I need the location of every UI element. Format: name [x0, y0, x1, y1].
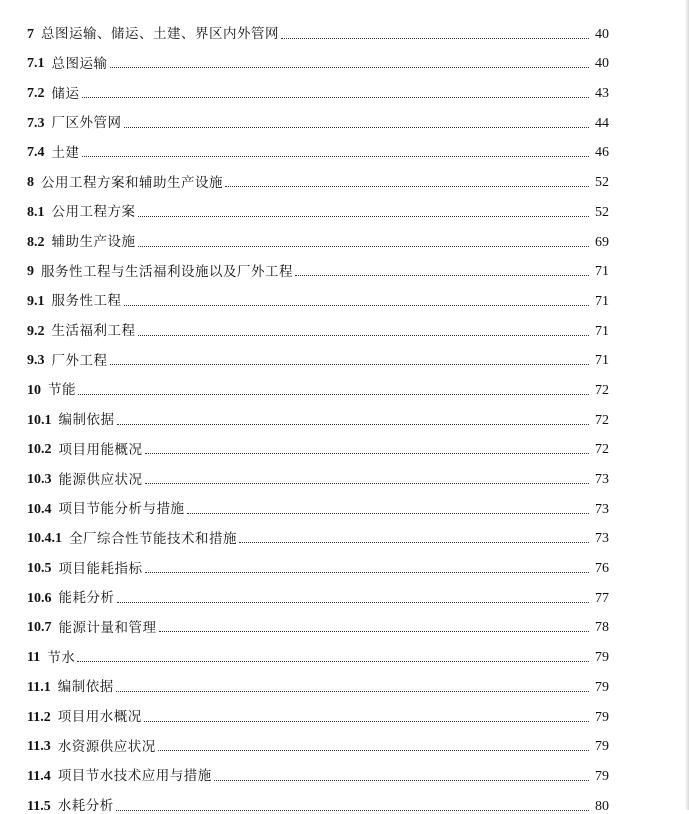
toc-entry-number: 8: [27, 175, 34, 191]
toc-entry-title: 水资源供应状况: [57, 738, 156, 755]
dot-leader: [110, 67, 590, 68]
toc-entry-number: 11.1: [27, 679, 51, 695]
toc-entry[interactable]: [27, 309, 609, 339]
toc-entry-title: 项目能耗指标: [58, 560, 143, 577]
toc-entry-page-number: 77: [595, 590, 609, 606]
toc-entry-title: 节水: [47, 649, 76, 666]
toc-entry[interactable]: [27, 517, 609, 547]
dot-leader: [187, 513, 590, 514]
toc-entry-title: 项目节水技术应用与措施: [57, 768, 212, 785]
table-of-contents: [27, 12, 609, 814]
toc-entry-page-number: 71: [595, 293, 609, 309]
dot-leader: [158, 750, 589, 751]
dot-leader: [239, 542, 589, 543]
toc-entry-page-number: 44: [595, 115, 609, 131]
toc-entry-title: 服务性工程与生活福利设施以及厂外工程: [41, 263, 293, 280]
dot-leader: [295, 275, 589, 276]
dot-leader: [110, 364, 590, 365]
toc-entry-title: 项目节能分析与措施: [58, 501, 185, 518]
toc-entry-number: 7.4: [27, 145, 45, 161]
toc-entry-page-number: 43: [595, 86, 609, 102]
toc-entry-title: 水耗分析: [57, 798, 114, 814]
toc-entry[interactable]: [27, 635, 609, 665]
toc-entry-page-number: 80: [595, 798, 609, 814]
dot-leader: [281, 38, 589, 39]
dot-leader: [82, 156, 590, 157]
dot-leader: [77, 661, 589, 662]
toc-entry-number: 10.5: [27, 561, 52, 577]
toc-entry-number: 10.6: [27, 590, 52, 606]
toc-entry-number: 7.1: [27, 56, 45, 72]
toc-entry-number: 10: [27, 382, 41, 398]
toc-entry-title: 公用工程方案: [51, 204, 136, 221]
toc-entry-title: 厂区外管网: [51, 115, 122, 132]
toc-entry-number: 7.2: [27, 86, 45, 102]
toc-entry[interactable]: [27, 101, 609, 131]
toc-entry[interactable]: [27, 220, 609, 250]
dot-leader: [144, 721, 589, 722]
toc-entry[interactable]: [27, 398, 609, 428]
toc-entry-number: 9.1: [27, 293, 45, 309]
toc-entry-title: 厂外工程: [51, 352, 108, 369]
toc-entry-title: 辅助生产设施: [51, 234, 136, 250]
dot-leader: [82, 97, 590, 98]
toc-entry-number: 7.3: [27, 115, 45, 131]
dot-leader: [138, 335, 590, 336]
toc-entry-title: 编制依据: [58, 412, 115, 429]
dot-leader: [124, 305, 590, 306]
toc-entry-page-number: 40: [595, 56, 609, 72]
toc-entry-number: 11.4: [27, 768, 51, 784]
toc-entry-page-number: 71: [595, 264, 609, 280]
toc-entry-number: 10.4: [27, 501, 52, 517]
dot-leader: [145, 483, 590, 484]
toc-entry[interactable]: [27, 160, 609, 190]
dot-leader: [159, 631, 590, 632]
toc-entry-number: 9: [27, 264, 34, 280]
toc-entry-page-number: 52: [595, 175, 609, 191]
toc-entry-number: 8.2: [27, 234, 45, 250]
toc-entry[interactable]: [27, 665, 609, 695]
toc-entry-number: 10.7: [27, 620, 52, 636]
toc-entry[interactable]: [27, 250, 609, 280]
toc-entry-number: 8.1: [27, 204, 45, 220]
dot-leader: [78, 394, 589, 395]
toc-entry[interactable]: [27, 546, 609, 576]
toc-entry-page-number: 79: [595, 768, 609, 784]
page-edge-shadow: [685, 0, 689, 810]
toc-entry-title: 节能: [48, 382, 76, 399]
toc-entry-page-number: 72: [595, 412, 609, 428]
toc-entry-page-number: 46: [595, 145, 609, 161]
dot-leader: [225, 186, 589, 187]
toc-entry-page-number: 79: [595, 739, 609, 755]
toc-entry[interactable]: [27, 784, 609, 814]
dot-leader: [138, 216, 590, 217]
toc-entry-page-number: 40: [595, 26, 609, 42]
toc-entry[interactable]: [27, 71, 609, 101]
toc-entry-number: 10.4.1: [27, 531, 62, 547]
toc-entry-number: 9.2: [27, 323, 45, 339]
toc-entry-title: 能源计量和管理: [58, 619, 157, 636]
toc-entry[interactable]: [27, 190, 609, 220]
toc-entry-number: 9.3: [27, 353, 45, 369]
toc-entry[interactable]: [27, 339, 609, 369]
toc-entry-page-number: 73: [595, 501, 609, 517]
toc-entry-title: 项目用水概况: [57, 709, 142, 725]
toc-entry[interactable]: [27, 279, 609, 309]
toc-entry[interactable]: [27, 606, 609, 636]
toc-entry-page-number: 79: [595, 650, 609, 666]
toc-entry[interactable]: [27, 754, 609, 784]
dot-leader: [117, 424, 590, 425]
toc-entry[interactable]: [27, 457, 609, 487]
toc-entry-title: 总图运输、储运、土建、界区内外管网: [41, 26, 279, 43]
toc-entry-number: 10.2: [27, 442, 52, 458]
toc-entry[interactable]: [27, 576, 609, 606]
toc-entry-title: 生活福利工程: [51, 323, 136, 340]
toc-entry-page-number: 73: [595, 531, 609, 547]
toc-entry-number: 11: [27, 650, 41, 666]
toc-entry[interactable]: [27, 487, 609, 517]
toc-entry[interactable]: [27, 725, 609, 755]
toc-entry-page-number: 69: [595, 234, 609, 250]
dot-leader: [145, 453, 590, 454]
dot-leader: [214, 780, 589, 781]
toc-entry-page-number: 71: [595, 323, 609, 339]
toc-entry-title: 能源供应状况: [58, 471, 143, 488]
toc-entry-number: 11.2: [27, 709, 51, 725]
toc-entry-title: 能耗分析: [58, 590, 115, 607]
toc-entry-number: 11.5: [27, 798, 51, 814]
toc-entry-page-number: 72: [595, 442, 609, 458]
dot-leader: [124, 127, 590, 128]
toc-entry[interactable]: [27, 42, 609, 72]
toc-entry-page-number: 52: [595, 204, 609, 220]
toc-entry-page-number: 79: [595, 679, 609, 695]
toc-entry-page-number: 71: [595, 353, 609, 369]
toc-entry-number: 10.3: [27, 472, 52, 487]
dot-leader: [116, 691, 589, 692]
toc-entry-number: 7: [27, 26, 34, 42]
toc-entry-page-number: 76: [595, 561, 609, 577]
toc-entry-page-number: 79: [595, 709, 609, 725]
toc-entry[interactable]: [27, 12, 609, 42]
toc-entry-page-number: 78: [595, 620, 609, 636]
toc-entry-title: 土建: [51, 144, 80, 161]
toc-entry-number: 10.1: [27, 412, 52, 428]
toc-entry[interactable]: [27, 368, 609, 398]
dot-leader: [117, 602, 590, 603]
dot-leader: [138, 246, 590, 247]
toc-entry-number: 11.3: [27, 739, 51, 755]
toc-entry-title: 总图运输: [51, 55, 108, 72]
toc-entry[interactable]: [27, 428, 609, 458]
toc-entry-page-number: 72: [595, 382, 609, 398]
toc-entry-title: 编制依据: [57, 679, 114, 696]
toc-entry-title: 储运: [51, 85, 80, 102]
toc-entry[interactable]: [27, 695, 609, 725]
toc-entry-title: 全厂综合性节能技术和措施: [69, 530, 237, 547]
toc-entry-title: 公用工程方案和辅助生产设施: [41, 174, 223, 191]
toc-entry-page-number: 73: [595, 472, 609, 487]
toc-entry-title: 服务性工程: [51, 293, 122, 310]
dot-leader: [145, 572, 590, 573]
toc-entry-title: 项目用能概况: [58, 441, 143, 458]
toc-entry[interactable]: [27, 131, 609, 161]
